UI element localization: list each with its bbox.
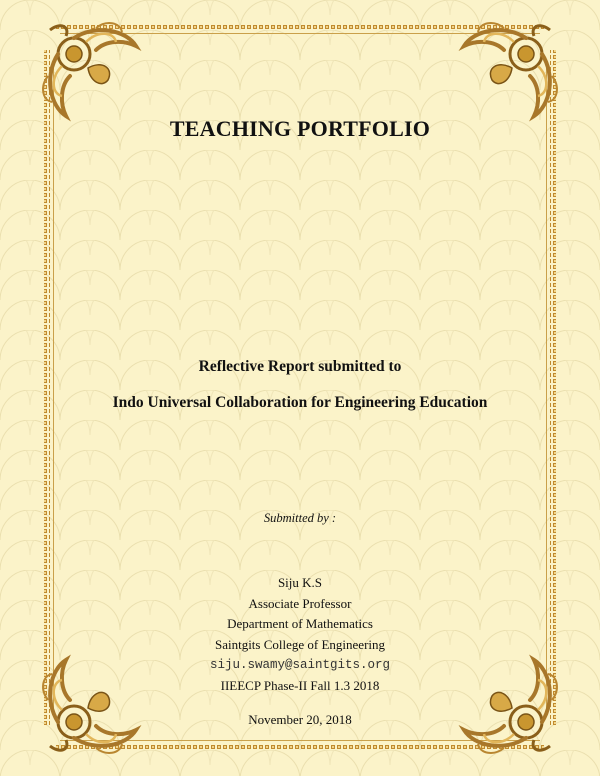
author-name: Siju K.S bbox=[277, 575, 323, 590]
author-designation: Associate Professor bbox=[248, 595, 352, 611]
author-institution: Saintgits College of Engineering bbox=[214, 636, 386, 652]
author-email[interactable]: siju.swamy@saintgits.org bbox=[209, 658, 391, 672]
report-subtitle: Reflective Report submitted to bbox=[198, 358, 402, 375]
page-title: TEACHING PORTFOLIO bbox=[169, 116, 431, 141]
submitted-by-label: Submitted by : bbox=[263, 511, 337, 525]
author-block bbox=[0, 573, 600, 696]
report-organization: Indo Universal Collaboration for Engineering Education bbox=[112, 394, 488, 411]
report-date: November 20, 2018 bbox=[248, 712, 352, 727]
author-department: Department of Mathematics bbox=[227, 616, 373, 631]
program-name: IIEECP Phase-II Fall 1.3 2018 bbox=[220, 677, 380, 693]
